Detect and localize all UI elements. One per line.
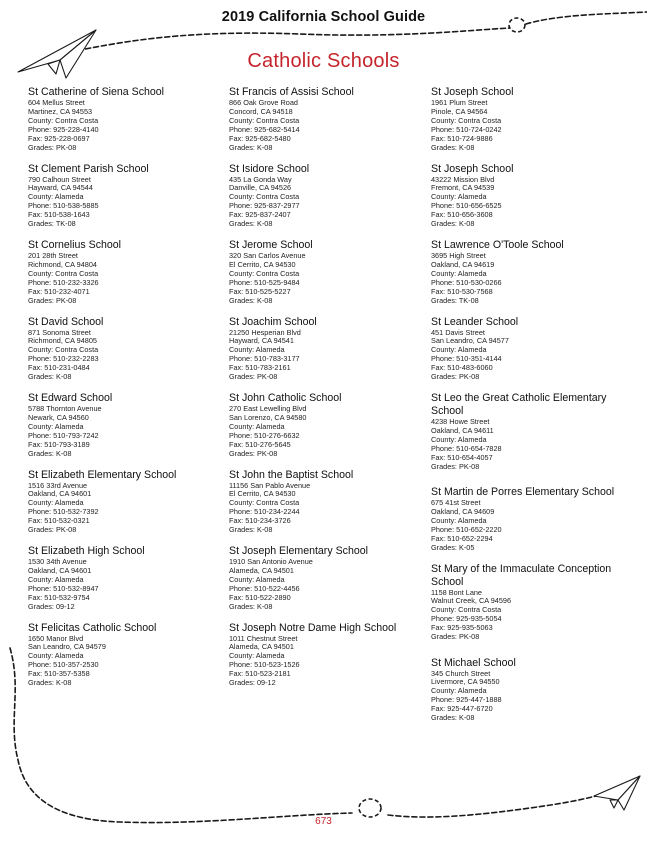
school-address: 320 San Carlos Avenue xyxy=(229,251,306,260)
school-city: Concord, CA 94518 xyxy=(229,106,293,116)
school-phone: Phone: 510-522-4456 xyxy=(229,583,300,593)
school-entry xyxy=(28,316,226,393)
school-county: County: Contra Costa xyxy=(431,115,502,125)
school-fax: Fax: 510-525-5227 xyxy=(229,286,291,296)
school-grades: Grades: K-08 xyxy=(229,142,273,152)
school-name: St Catherine of Siena School xyxy=(28,86,165,98)
school-fax: Fax: 510-483-6060 xyxy=(431,363,493,373)
school-address: 5788 Thornton Avenue xyxy=(28,404,102,413)
school-address: 866 Oak Grove Road xyxy=(229,98,298,107)
school-fax: Fax: 925-228-0697 xyxy=(28,133,90,143)
school-city: El Cerrito, CA 94530 xyxy=(229,259,296,269)
school-address: 1011 Chestnut Street xyxy=(229,633,298,643)
school-county: County: Alameda xyxy=(431,268,487,278)
school-address: 675 41st Street xyxy=(431,498,481,507)
school-address: 604 Mellus Street xyxy=(28,98,85,107)
school-county: County: Alameda xyxy=(229,345,285,355)
school-grades: Grades: TK-08 xyxy=(431,295,479,305)
school-entry xyxy=(28,86,226,163)
school-entry xyxy=(229,86,427,163)
school-address: 21250 Hesperian Blvd xyxy=(229,327,301,337)
school-name: St Joseph School xyxy=(431,162,514,175)
school-address: 1910 San Antonio Avenue xyxy=(229,557,313,566)
page-number: 673 xyxy=(315,816,332,827)
school-grades: Grades: K-08 xyxy=(431,142,475,152)
school-entry xyxy=(229,545,427,622)
school-grades: Grades: PK-08 xyxy=(431,632,480,642)
school-fax: Fax: 925-447-6720 xyxy=(431,704,493,714)
school-entry xyxy=(431,563,629,657)
school-column-1 xyxy=(28,86,226,698)
school-county: County: Contra Costa xyxy=(28,115,99,125)
school-name: St Isidore School xyxy=(229,162,310,175)
school-entry xyxy=(28,545,226,622)
school-county: County: Alameda xyxy=(28,651,84,661)
school-city: San Lorenzo, CA 94580 xyxy=(229,412,307,422)
school-grades: Grades: PK-08 xyxy=(431,461,480,471)
school-city: Oakland, CA 94609 xyxy=(431,506,495,516)
school-phone: Phone: 510-783-3177 xyxy=(229,354,300,364)
school-phone: Phone: 510-525-9484 xyxy=(229,277,300,287)
school-name: St Joseph School xyxy=(431,86,514,98)
school-phone: Phone: 510-724-0242 xyxy=(431,124,502,134)
school-entry xyxy=(28,392,226,469)
school-county: County: Alameda xyxy=(229,574,285,584)
school-grades: Grades: PK-08 xyxy=(28,295,77,305)
school-address: 790 Calhoun Street xyxy=(28,174,91,184)
school-county: County: Alameda xyxy=(431,345,487,355)
school-entry xyxy=(431,163,629,240)
guide-title: 2019 California School Guide xyxy=(221,9,426,25)
school-city: San Leandro, CA 94577 xyxy=(431,336,509,346)
school-fax: Fax: 510-357-5358 xyxy=(28,669,90,679)
school-county: County: Contra Costa xyxy=(229,192,300,202)
school-fax: Fax: 510-532-0321 xyxy=(28,516,90,526)
school-fax: Fax: 510-234-3726 xyxy=(229,516,291,526)
school-fax: Fax: 510-538-1643 xyxy=(28,210,90,220)
school-name: St John Catholic School xyxy=(229,392,342,404)
school-grades: Grades: K-08 xyxy=(431,219,475,229)
school-city: Newark, CA 94560 xyxy=(28,412,89,422)
school-city: Hayward, CA 94541 xyxy=(229,336,294,346)
school-county: County: Contra Costa xyxy=(28,345,99,355)
school-address: 270 East Lewelling Blvd xyxy=(229,404,307,413)
school-address: 43222 Mission Blvd xyxy=(431,174,495,184)
school-county: County: Alameda xyxy=(431,515,487,525)
school-name: St Elizabeth High School xyxy=(28,545,145,557)
school-grades: Grades: K-08 xyxy=(28,372,72,382)
school-grades: Grades: K-08 xyxy=(431,713,475,723)
school-name: St Edward School xyxy=(28,392,113,404)
school-city: Walnut Creek, CA 94596 xyxy=(431,596,512,606)
school-address: 201 28th Street xyxy=(28,251,78,260)
school-county: County: Contra Costa xyxy=(229,498,300,508)
school-fax: Fax: 925-837-2407 xyxy=(229,210,291,220)
school-fax: Fax: 510-276-5645 xyxy=(229,439,291,449)
school-county: County: Alameda xyxy=(431,192,487,202)
school-grades: Grades: K-08 xyxy=(28,448,72,458)
school-name: St Cornelius School xyxy=(28,239,122,251)
school-city: Alameda, CA 94501 xyxy=(229,565,294,575)
school-address: 3695 High Street xyxy=(431,251,486,260)
school-fax: Fax: 510-522-2890 xyxy=(229,592,291,602)
school-fax: Fax: 510-656-3608 xyxy=(431,210,493,220)
school-phone: Phone: 510-357-2530 xyxy=(28,660,99,670)
school-city: Richmond, CA 94804 xyxy=(28,259,97,269)
school-address: 1516 33rd Avenue xyxy=(28,480,88,490)
school-entry xyxy=(28,469,226,546)
school-entry xyxy=(229,163,427,240)
school-entry xyxy=(28,239,226,316)
school-city: Pinole, CA 94564 xyxy=(431,106,488,116)
school-city: San Leandro, CA 94579 xyxy=(28,642,106,652)
loop-bottom-icon xyxy=(359,799,381,817)
school-entry xyxy=(431,86,629,163)
school-name: St Martin de Porres Elementary School xyxy=(431,486,615,498)
school-grades: Grades: TK-08 xyxy=(28,219,76,229)
school-entry xyxy=(229,392,427,469)
school-county: County: Contra Costa xyxy=(28,268,99,278)
school-grades: Grades: PK-08 xyxy=(431,372,480,382)
school-address: 871 Sonoma Street xyxy=(28,327,91,337)
school-phone: Phone: 925-837-2977 xyxy=(229,201,300,211)
school-name: St Jerome School xyxy=(229,239,313,251)
school-entry xyxy=(431,657,629,734)
school-name: St Michael School xyxy=(431,656,516,669)
school-address: 1158 Bont Lane xyxy=(431,587,482,597)
school-phone: Phone: 510-234-2244 xyxy=(229,507,300,517)
school-entry xyxy=(229,239,427,316)
school-city: Martinez, CA 94553 xyxy=(28,106,93,116)
school-grades: Grades: K-08 xyxy=(229,525,273,535)
school-fax: Fax: 510-793-3189 xyxy=(28,439,90,449)
school-entry xyxy=(431,316,629,393)
school-grades: Grades: PK-08 xyxy=(28,525,77,535)
school-entry xyxy=(431,486,629,563)
school-county: County: Alameda xyxy=(431,434,487,444)
school-name: St David School xyxy=(28,315,104,328)
school-name: St Lawrence O'Toole School xyxy=(431,239,564,251)
school-county: County: Alameda xyxy=(28,574,84,584)
school-phone: Phone: 510-656-6525 xyxy=(431,201,502,211)
school-entry xyxy=(28,622,226,699)
school-name: St Felicitas Catholic School xyxy=(28,621,157,634)
school-phone: Phone: 510-793-7242 xyxy=(28,430,99,440)
school-phone: Phone: 925-447-1888 xyxy=(431,695,502,705)
school-name: St Joseph Notre Dame High School xyxy=(229,621,397,634)
school-phone: Phone: 510-232-3326 xyxy=(28,277,99,287)
school-city: Richmond, CA 94805 xyxy=(28,336,97,346)
school-column-2 xyxy=(229,86,427,698)
school-county: County: Alameda xyxy=(28,192,84,202)
school-fax: Fax: 510-654-4057 xyxy=(431,452,493,462)
school-phone: Phone: 510-276-6632 xyxy=(229,430,300,440)
school-county: County: Alameda xyxy=(431,686,487,696)
school-fax: Fax: 510-652-2294 xyxy=(431,533,493,543)
school-grades: Grades: K-08 xyxy=(229,295,273,305)
school-city: Oakland, CA 94619 xyxy=(431,259,495,269)
school-entry xyxy=(28,163,226,240)
school-phone: Phone: 925-682-5414 xyxy=(229,124,300,134)
school-address: 1650 Manor Blvd xyxy=(28,633,84,643)
school-phone: Phone: 925-935-5054 xyxy=(431,614,502,624)
school-address: 1961 Plum Street xyxy=(431,98,488,107)
school-grades: Grades: K-05 xyxy=(431,542,475,552)
school-city: Fremont, CA 94539 xyxy=(431,183,495,193)
school-name: St Francis of Assisi School xyxy=(229,86,354,98)
school-county: County: Contra Costa xyxy=(229,268,300,278)
school-county: County: Contra Costa xyxy=(229,115,300,125)
school-name: St John the Baptist School xyxy=(229,468,354,481)
school-phone: Phone: 510-351-4144 xyxy=(431,354,502,364)
school-grades: Grades: K-08 xyxy=(229,219,273,229)
school-fax: Fax: 510-523-2181 xyxy=(229,669,291,679)
school-county: County: Alameda xyxy=(28,421,84,431)
school-entry xyxy=(431,392,629,486)
school-phone: Phone: 510-532-7392 xyxy=(28,507,99,517)
school-phone: Phone: 510-652-2220 xyxy=(431,524,502,534)
school-phone: Phone: 510-538-5885 xyxy=(28,201,99,211)
school-grades: Grades: K-08 xyxy=(229,601,273,611)
school-name: St Joseph Elementary School xyxy=(229,545,368,557)
school-name: St Leo the Great Catholic Elementary School xyxy=(431,392,607,417)
school-name: St Mary of the Immaculate Conception School xyxy=(431,562,612,588)
school-entry xyxy=(431,239,629,316)
school-fax: Fax: 510-231-0484 xyxy=(28,363,90,373)
school-city: Alameda, CA 94501 xyxy=(229,642,294,652)
school-grades: Grades: 09-12 xyxy=(28,601,75,611)
school-fax: Fax: 510-232-4071 xyxy=(28,286,90,296)
school-address: 1530 34th Avenue xyxy=(28,557,87,566)
school-phone: Phone: 510-532-8947 xyxy=(28,583,99,593)
school-city: Hayward, CA 94544 xyxy=(28,183,93,193)
school-fax: Fax: 510-783-2161 xyxy=(229,363,291,373)
school-name: St Elizabeth Elementary School xyxy=(28,468,177,481)
school-name: St Clement Parish School xyxy=(28,162,149,175)
section-title: Catholic Schools xyxy=(247,50,400,72)
school-city: Oakland, CA 94611 xyxy=(431,425,494,435)
school-column-3 xyxy=(431,86,629,733)
school-name: St Leander School xyxy=(431,315,519,328)
paper-plane-bottom-right-icon xyxy=(594,776,640,810)
school-county: County: Contra Costa xyxy=(431,605,502,615)
school-grades: Grades: PK-08 xyxy=(28,142,77,152)
school-fax: Fax: 510-532-9754 xyxy=(28,592,90,602)
school-fax: Fax: 510-530-7568 xyxy=(431,286,493,296)
school-city: El Cerrito, CA 94530 xyxy=(229,489,296,499)
school-city: Danville, CA 94526 xyxy=(229,183,292,193)
school-address: 345 Church Street xyxy=(431,668,491,678)
school-address: 451 Davis Street xyxy=(431,327,485,337)
school-county: County: Alameda xyxy=(28,498,84,508)
school-city: Oakland, CA 94601 xyxy=(28,489,92,499)
school-grades: Grades: 09-12 xyxy=(229,678,276,688)
school-phone: Phone: 925-228-4140 xyxy=(28,124,99,134)
school-phone: Phone: 510-530-0266 xyxy=(431,277,502,287)
school-county: County: Alameda xyxy=(229,651,285,661)
school-phone: Phone: 510-654-7828 xyxy=(431,443,502,453)
school-city: Livermore, CA 94550 xyxy=(431,677,500,687)
school-fax: Fax: 925-935-5063 xyxy=(431,623,493,633)
school-grades: Grades: K-08 xyxy=(28,678,72,688)
school-address: 4238 Howe Street xyxy=(431,417,490,426)
school-county: County: Alameda xyxy=(229,421,285,431)
school-address: 11156 San Pablo Avenue xyxy=(229,480,311,490)
school-entry xyxy=(229,316,427,393)
school-phone: Phone: 510-523-1526 xyxy=(229,660,300,670)
school-fax: Fax: 510-724-9886 xyxy=(431,133,493,143)
school-address: 435 La Gonda Way xyxy=(229,174,292,184)
school-entry xyxy=(229,469,427,546)
school-city: Oakland, CA 94601 xyxy=(28,565,92,575)
school-phone: Phone: 510-232-2283 xyxy=(28,354,99,364)
school-fax: Fax: 925-682-5480 xyxy=(229,133,291,143)
school-entry xyxy=(229,622,427,699)
school-name: St Joachim School xyxy=(229,315,317,328)
school-grades: Grades: PK-08 xyxy=(229,448,278,458)
school-grades: Grades: PK-08 xyxy=(229,372,278,382)
